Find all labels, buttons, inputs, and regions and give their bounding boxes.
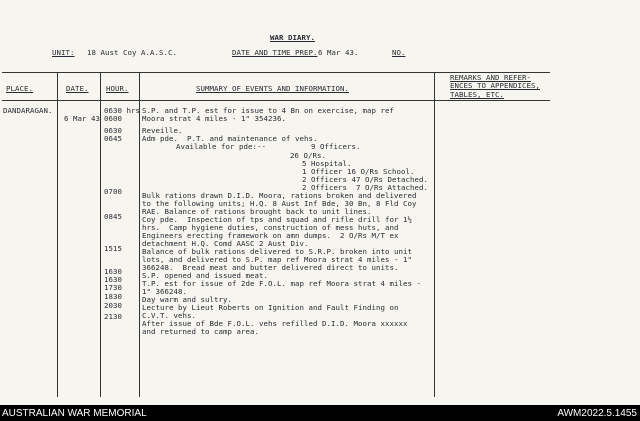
summary-line: detachment H.Q. Comd AASC 2 Aust Div. <box>142 239 309 248</box>
summary-line: Bulk rations drawn D.I.D. Moora, rations broken and delivered <box>142 191 417 200</box>
summary-line: 366248. Bread meat and butter delivered direct to units. <box>142 263 399 272</box>
unit-value: 18 Aust Coy A.A.S.C. <box>87 48 177 57</box>
column-header-hour: HOUR. <box>106 84 129 93</box>
column-rule-place <box>57 72 58 397</box>
archive-reference: AWM2022.5.1455 <box>557 408 637 419</box>
archive-footer <box>0 408 640 421</box>
summary-line: 1" 366248. <box>142 287 187 296</box>
time-cell: 1730 <box>104 283 122 292</box>
summary-line: Reveille. <box>142 126 183 135</box>
column-header-remarks: REMARKS AND REFER-ENCES TO APPENDICES, TABLES, ETC. <box>450 73 540 99</box>
column-rule-date <box>100 72 101 397</box>
summary-line: After issue of Bde F.O.L. vehs refilled D.I.D. Moora xxxxxx <box>142 319 408 328</box>
summary-line: 26 O/Rs. <box>290 151 326 160</box>
summary-line: lots, and delivered to S.P. map ref Moora strat 4 miles - 1" <box>142 255 412 264</box>
time-cell: 2130 <box>104 312 122 321</box>
summary-line: RAE. Balance of rations brought back to unit lines. <box>142 207 372 216</box>
place-cell: DANDARAGAN. <box>3 106 53 115</box>
time-cell: 1630 <box>104 275 122 284</box>
summary-line: and returned to camp area. <box>142 327 259 336</box>
date-cell: 6 Mar 43 <box>64 114 100 123</box>
summary-line: Moora strat 4 miles - 1" 354236. <box>142 114 286 123</box>
summary-line: C.V.T. vehs. <box>142 311 196 320</box>
time-cell: 0700 <box>104 187 122 196</box>
summary-line: S.P. and T.P. est for issue to 4 Bn on exercise, map ref <box>142 106 394 115</box>
summary-line: Lecture by Lieut Roberts on Ignition and Fault Finding on <box>142 303 399 312</box>
time-cell: 0630 <box>104 126 122 135</box>
summary-line: S.P. opened and issued meat. <box>142 271 268 280</box>
summary-line: to the following units; H.Q. 8 Aust Inf Bde, 30 Bn, 8 Fld Coy <box>142 199 417 208</box>
column-rule-summary <box>434 72 435 397</box>
column-header-date: DATE. <box>66 84 89 93</box>
number-label: NO. <box>392 48 406 57</box>
summary-line: Available for pde:-- 9 Officers. <box>176 142 361 151</box>
table-header-rule <box>2 100 550 101</box>
summary-line: Day warm and sultry. <box>142 295 232 304</box>
summary-line: Adm pde. P.T. and maintenance of vehs. <box>142 134 318 143</box>
summary-line: 2 Officers 7 O/Rs Attached. <box>302 183 428 192</box>
summary-line: Engineers erecting framework on amn dumps. 2 O/Rs M/T ex <box>142 231 399 240</box>
summary-line: T.P. est for issue of 2de F.O.L. map ref Moora strat 4 miles - <box>142 279 421 288</box>
archive-name: AUSTRALIAN WAR MEMORIAL <box>2 408 147 419</box>
time-cell: 1830 <box>104 292 122 301</box>
time-cell: 1515 <box>104 244 122 253</box>
summary-line: 2 Officers 47 O/Rs Detached. <box>302 175 428 184</box>
summary-line: Coy pde. Inspection of tps and squad and rifle drill for 1½ <box>142 215 412 224</box>
summary-line: Balance of bulk rations delivered to S.R.P. broken into unit <box>142 247 412 256</box>
time-cell: 0600 <box>104 114 122 123</box>
time-cell: 0845 <box>104 212 122 221</box>
time-cell: 1630 <box>104 267 122 276</box>
summary-line: 1 Officer 16 O/Rs School. <box>302 167 415 176</box>
column-header-place: PLACE. <box>6 84 33 93</box>
time-cell: 2030 <box>104 301 122 310</box>
time-cell: 0630 hrs <box>104 106 140 115</box>
column-header-summary: SUMMARY OF EVENTS AND INFORMATION. <box>196 84 349 93</box>
diary-title: WAR DIARY. <box>270 33 315 42</box>
date-time-label: DATE AND TIME PREP. <box>232 48 318 57</box>
summary-line: hrs. Camp hygiene duties, construction of mess huts, and <box>142 223 399 232</box>
date-value: 6 Mar 43. <box>318 48 359 57</box>
column-rule-hour <box>139 72 140 397</box>
summary-line: 5 Hospital. <box>302 159 352 168</box>
time-cell: 0645 <box>104 134 122 143</box>
unit-label: UNIT: <box>52 48 75 57</box>
